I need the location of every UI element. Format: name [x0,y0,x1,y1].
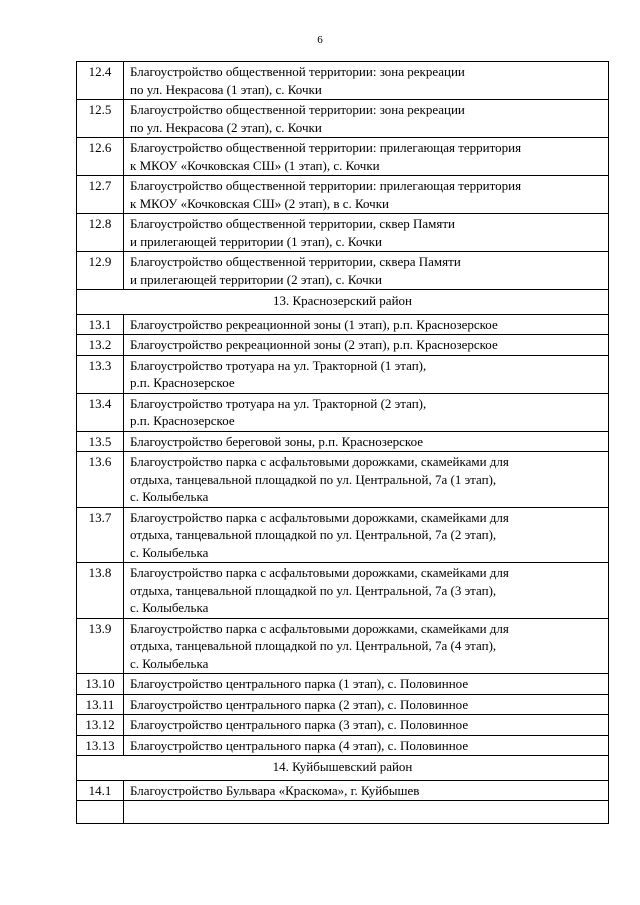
section-title: 13. Краснозерский район [77,290,609,315]
section-title: 14. Куйбышевский район [77,756,609,781]
item-number: 14.1 [77,780,124,801]
item-number: 13.13 [77,735,124,756]
spacer-cell [77,801,124,824]
item-number: 12.8 [77,214,124,252]
item-description: Благоустройство общественной территории: прилегающая территория к МКОУ «Кочковская СШ» (1 этап), с. Кочки [124,138,609,176]
page-number: 6 [317,34,323,46]
territories-table-body [77,62,609,824]
item-description: Благоустройство общественной территории, сквер Памяти и прилегающей территории (1 этап), с. Кочки [124,214,609,252]
table-row [77,452,609,508]
territories-table [76,61,609,824]
item-number: 12.7 [77,176,124,214]
table-row [77,694,609,715]
item-number: 13.8 [77,563,124,619]
table-row [77,674,609,695]
table-row [77,715,609,736]
item-description: Благоустройство общественной территории: зона рекреации по ул. Некрасова (1 этап), с. Кочки [124,62,609,100]
section-header-row [77,756,609,781]
item-description: Благоустройство общественной территории: зона рекреации по ул. Некрасова (2 этап), с. Кочки [124,100,609,138]
item-number: 13.9 [77,618,124,674]
table-row [77,138,609,176]
item-description: Благоустройство Бульвара «Краскома», г. Куйбышев [124,780,609,801]
item-number: 12.5 [77,100,124,138]
item-number: 13.5 [77,431,124,452]
item-number: 13.6 [77,452,124,508]
item-description: Благоустройство рекреационной зоны (2 этап), р.п. Краснозерское [124,335,609,356]
item-description: Благоустройство парка с асфальтовыми дорожками, скамейками для отдыха, танцевальной площадкой по ул. Центральной, 7а (2 этап), с. Колыбелька [124,507,609,563]
table-row [77,355,609,393]
table-row [77,563,609,619]
item-number: 13.2 [77,335,124,356]
item-description: Благоустройство центрального парка (3 этап), с. Половинное [124,715,609,736]
item-description: Благоустройство береговой зоны, р.п. Краснозерское [124,431,609,452]
item-number: 13.1 [77,314,124,335]
table-row [77,314,609,335]
item-number: 13.7 [77,507,124,563]
table-row [77,393,609,431]
spacer-cell [124,801,609,824]
item-description: Благоустройство парка с асфальтовыми дорожками, скамейками для отдыха, танцевальной площадкой по ул. Центральной, 7а (1 этап), с. Колыбелька [124,452,609,508]
item-description: Благоустройство рекреационной зоны (1 этап), р.п. Краснозерское [124,314,609,335]
item-number: 13.3 [77,355,124,393]
table-row [77,100,609,138]
table-row [77,62,609,100]
item-number: 13.4 [77,393,124,431]
item-number: 12.4 [77,62,124,100]
table-row [77,507,609,563]
section-header-row [77,290,609,315]
table-row [77,335,609,356]
table-row [77,735,609,756]
table-row [77,431,609,452]
item-description: Благоустройство общественной территории: прилегающая территория к МКОУ «Кочковская СШ» (2 этап), в с. Кочки [124,176,609,214]
table-row [77,780,609,801]
item-number: 13.10 [77,674,124,695]
table-row [77,176,609,214]
item-description: Благоустройство центрального парка (2 этап), с. Половинное [124,694,609,715]
item-description: Благоустройство центрального парка (1 этап), с. Половинное [124,674,609,695]
item-number: 12.9 [77,252,124,290]
item-description: Благоустройство тротуара на ул. Тракторной (1 этап), р.п. Краснозерское [124,355,609,393]
item-description: Благоустройство парка с асфальтовыми дорожками, скамейками для отдыха, танцевальной площадкой по ул. Центральной, 7а (4 этап), с. Колыбелька [124,618,609,674]
item-description: Благоустройство парка с асфальтовыми дорожками, скамейками для отдыха, танцевальной площадкой по ул. Центральной, 7а (3 этап), с. Колыбелька [124,563,609,619]
item-number: 12.6 [77,138,124,176]
table-row [77,214,609,252]
item-description: Благоустройство тротуара на ул. Тракторной (2 этап), р.п. Краснозерское [124,393,609,431]
table-bottom-spacer [77,801,609,824]
table-row [77,252,609,290]
item-number: 13.12 [77,715,124,736]
item-description: Благоустройство общественной территории, сквера Памяти и прилегающей территории (2 этап), с. Кочки [124,252,609,290]
table-row [77,618,609,674]
item-number: 13.11 [77,694,124,715]
item-description: Благоустройство центрального парка (4 этап), с. Половинное [124,735,609,756]
